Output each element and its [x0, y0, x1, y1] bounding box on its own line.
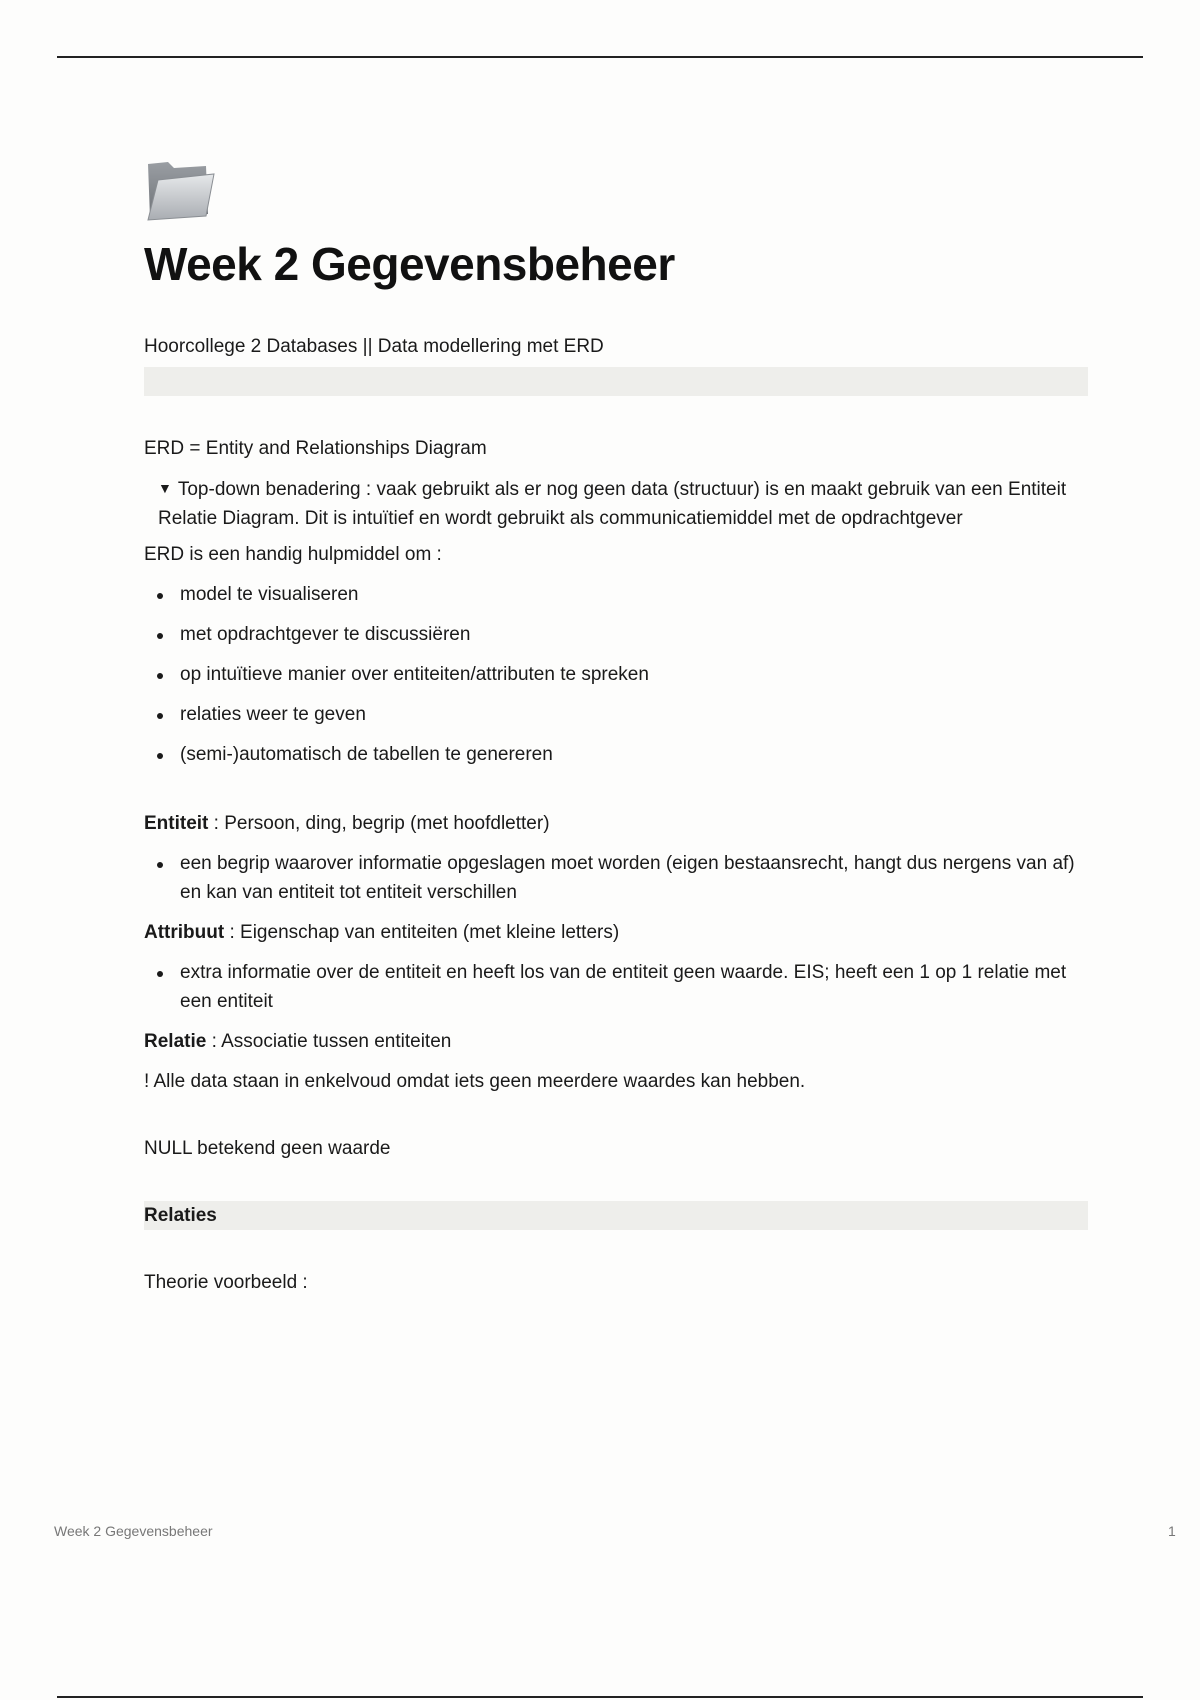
subtitle: Hoorcollege 2 Databases || Data modellering met ERD: [144, 336, 604, 357]
list-item: relaties weer te geven: [144, 700, 1088, 729]
entiteit-text: : Persoon, ding, begrip (met hoofdletter): [208, 813, 550, 834]
list-item: (semi-)automatisch de tabellen te genereren: [144, 740, 1088, 769]
null-note: NULL betekend geen waarde: [144, 1138, 391, 1159]
attribuut-text: : Eigenschap van entiteiten (met kleine letters): [224, 922, 620, 943]
footer-title: Week 2 Gegevensbeheer: [54, 1523, 213, 1539]
page-number: 1: [1168, 1523, 1176, 1539]
enkelvoud-note: ! Alle data staan in enkelvoud omdat iets geen meerdere waardes kan hebben.: [144, 1071, 806, 1092]
folder-icon: [144, 156, 216, 222]
relaties-heading: Relaties: [144, 1201, 1088, 1230]
list-item: model te visualiseren: [144, 580, 1088, 609]
erd-definition: ERD = Entity and Relationships Diagram: [144, 438, 487, 459]
list-item: met opdrachtgever te discussiëren: [144, 620, 1088, 649]
document-body: [144, 332, 1088, 1297]
bottom-rule: [57, 1696, 1143, 1698]
erd-intro: ERD is een handig hulpmiddel om :: [144, 544, 442, 565]
entiteit-term: Entiteit: [144, 813, 209, 834]
toggle-text: Top-down benadering : vaak gebruikt als er nog geen data (structuur) is en maakt gebruik van een Entiteit Relatie Diagram. Dit is intuïtief en wordt gebruikt als communicatiemiddel met de opdrachtgever: [158, 479, 1067, 529]
toggle-top-down[interactable]: [144, 474, 1088, 533]
entiteit-definition: [144, 809, 1088, 838]
attribuut-list: [144, 958, 1088, 1016]
list-item: op intuïtieve manier over entiteiten/attributen te spreken: [144, 660, 1088, 689]
theorie-voorbeeld-label: Theorie voorbeeld :: [144, 1272, 308, 1293]
relatie-term: Relatie: [144, 1031, 207, 1052]
entiteit-list: [144, 849, 1088, 907]
empty-callout-bar: [144, 367, 1088, 396]
list-item: een begrip waarover informatie opgeslagen moet worden (eigen bestaansrecht, hangt dus nergens van af) en kan van entiteit tot entiteit verschillen: [144, 849, 1088, 907]
top-rule: [57, 56, 1143, 58]
list-item: extra informatie over de entiteit en heeft los van de entiteit geen waarde. EIS; heeft een 1 op 1 relatie met een entiteit: [144, 958, 1088, 1016]
page-title: Week 2 Gegevensbeheer: [144, 238, 675, 290]
relatie-definition: [144, 1027, 1088, 1056]
triangle-down-icon[interactable]: ▼: [158, 480, 172, 496]
relatie-text: : Associatie tussen entiteiten: [206, 1031, 452, 1052]
erd-benefits-list: [144, 580, 1088, 769]
attribuut-definition: [144, 918, 1088, 947]
attribuut-term: Attribuut: [144, 922, 225, 943]
